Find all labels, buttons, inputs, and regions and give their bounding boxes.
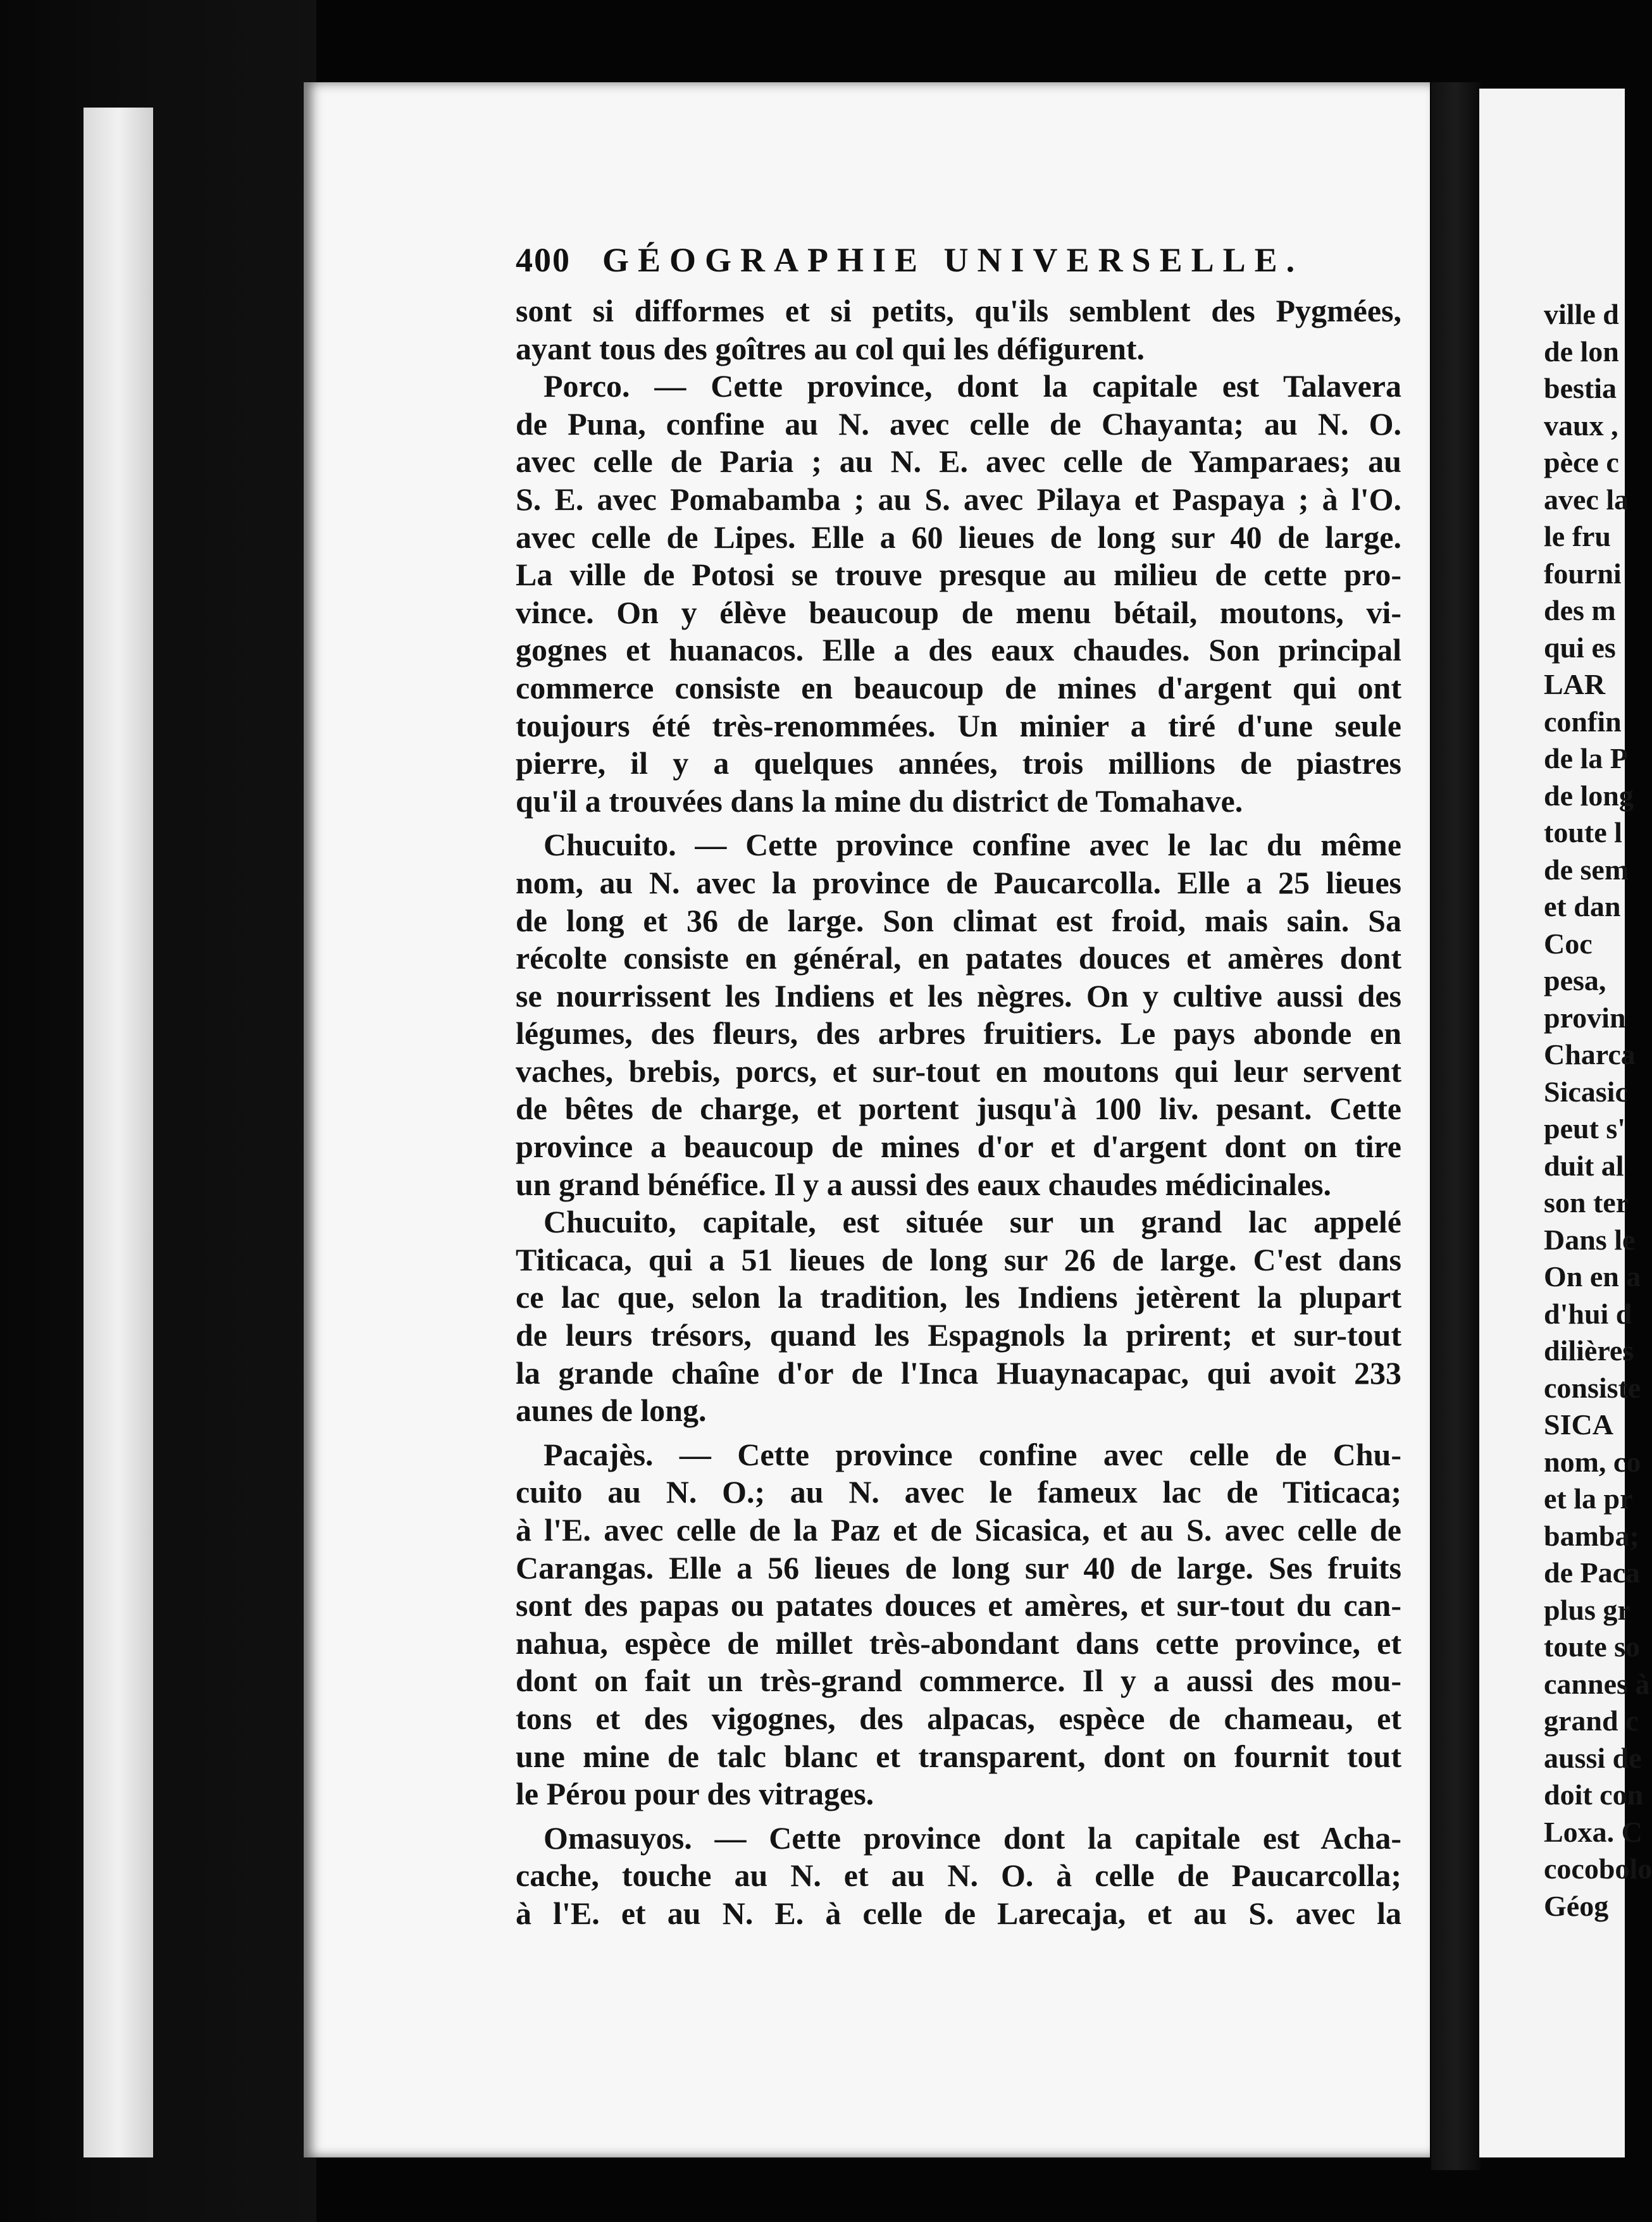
right-page-line: toute l: [1544, 816, 1622, 848]
right-page-line: bestia: [1544, 372, 1617, 404]
right-page-line: SICA: [1544, 1408, 1613, 1441]
right-page-line: cocobolo: [1544, 1853, 1652, 1885]
text-line: Porco. — Cette province, dont la capitale est Talavera: [543, 368, 1401, 404]
right-page-line: fourni: [1544, 557, 1622, 590]
right-page-line: duit al: [1544, 1149, 1624, 1182]
right-page-line: son ter: [1544, 1186, 1629, 1219]
text-line: vince. On y élève beaucoup de menu bétail, moutons, vi-: [516, 594, 1401, 630]
text-line: une mine de talc blanc et transparent, dont on fournit tout: [516, 1738, 1401, 1774]
text-line: vaches, brebis, porcs, et sur-tout en moutons qui leur servent: [516, 1053, 1401, 1089]
paragraph-gap: [516, 1813, 1401, 1820]
right-page-line: plus gr: [1544, 1593, 1630, 1626]
text-line: Chucuito. — Cette province confine avec le lac du même: [543, 827, 1401, 863]
text-line: gognes et huanacos. Elle a des eaux chaudes. Son principal: [516, 632, 1401, 668]
right-page-line: avec la: [1544, 483, 1629, 516]
right-page-line: de long: [1544, 779, 1634, 812]
running-header: [516, 240, 1313, 297]
text-line: sont si difformes et si petits, qu'ils semblent des Pygmées,: [516, 293, 1401, 328]
right-page-line: Coc: [1544, 927, 1593, 960]
text-line: cuito au N. O.; au N. avec le fameux lac de Titicaca;: [516, 1474, 1401, 1510]
right-page-line: de la P: [1544, 742, 1628, 774]
right-page-line: d'hui d: [1544, 1297, 1632, 1330]
text-line: le Pérou pour des vitrages.: [516, 1776, 874, 1812]
text-line: de long et 36 de large. Son climat est froid, mais sain. Sa: [516, 902, 1401, 938]
text-line: aunes de long.: [516, 1393, 707, 1429]
text-line: tons et des vigognes, des alpacas, espèce de chameau, et: [516, 1700, 1401, 1736]
right-page-line: LAR: [1544, 668, 1606, 700]
text-line: de bêtes de charge, et portent jusqu'à 100 liv. pesant. Cette: [516, 1091, 1401, 1127]
right-page-line: Loxa. C: [1544, 1815, 1643, 1848]
right-page-line: consiste: [1544, 1371, 1641, 1404]
text-line: sont des papas ou patates douces et amères, et sur-tout du can-: [516, 1587, 1401, 1623]
text-line: commerce consiste en beaucoup de mines d'argent qui ont: [516, 669, 1401, 705]
text-line: avec celle de Lipes. Elle a 60 lieues de long sur 40 de large.: [516, 519, 1401, 555]
right-page-line: et dan: [1544, 890, 1621, 922]
right-page-line: doit con: [1544, 1778, 1644, 1811]
right-page-line: aussi de: [1544, 1741, 1642, 1774]
right-page-line: confin: [1544, 705, 1622, 738]
right-page-line: et la pr: [1544, 1482, 1633, 1515]
text-line: qu'il a trouvées dans la mine du district de Tomahave.: [516, 783, 1243, 819]
text-line: ce lac que, selon la tradition, les Indiens jetèrent la plupart: [516, 1279, 1401, 1315]
text-line: se nourrissent les Indiens et les nègres. On y cultive aussi des: [516, 978, 1401, 1014]
text-line: dont on fait un très-grand commerce. Il y a aussi des mou-: [516, 1663, 1401, 1699]
text-line: récolte consiste en général, en patates douces et amères dont: [516, 940, 1401, 976]
page-edge-strip: [84, 108, 153, 2157]
text-line: Omasuyos. — Cette province dont la capitale est Acha-: [543, 1820, 1401, 1856]
right-page-line: qui es: [1544, 631, 1616, 664]
text-line: à l'E. avec celle de la Paz et de Sicasica, et au S. avec celle de: [516, 1512, 1401, 1548]
body-text: [516, 292, 1401, 1933]
book-gutter: [1431, 82, 1481, 2170]
text-line: un grand bénéfice. Il y a aussi des eaux chaudes médicinales.: [516, 1166, 1332, 1202]
right-page-line: toute so: [1544, 1630, 1641, 1663]
right-page-line: Dans le: [1544, 1223, 1636, 1256]
text-line: Carangas. Elle a 56 lieues de long sur 40 de large. Ses fruits: [516, 1549, 1401, 1586]
right-page-line: des m: [1544, 594, 1616, 626]
running-title: GÉOGRAPHIE UNIVERSELLE.: [602, 241, 1304, 279]
right-page-line: grand c: [1544, 1704, 1639, 1737]
text-line: ayant tous des goîtres au col qui les défigurent.: [516, 330, 1145, 366]
text-line: nahua, espèce de millet très-abondant dans cette province, et: [516, 1625, 1401, 1661]
right-page-line: peut s': [1544, 1112, 1626, 1145]
text-line: de leurs trésors, quand les Espagnols la prirent; et sur-tout: [516, 1317, 1401, 1353]
right-page-line: dilières: [1544, 1334, 1634, 1367]
text-line: Titicaca, qui a 51 lieues de long sur 26 de large. C'est dans: [516, 1241, 1401, 1277]
text-line: cache, touche au N. et au N. O. à celle de Paucarcolla;: [516, 1858, 1401, 1894]
paragraph-gap: [516, 1430, 1401, 1436]
text-line: la grande chaîne d'or de l'Inca Huaynacapac, qui avoit 233: [516, 1355, 1401, 1391]
text-line: nom, au N. avec la province de Paucarcolla. Elle a 25 lieues: [516, 864, 1401, 900]
right-page-line: pesa,: [1544, 964, 1606, 996]
right-page-line: ville d: [1544, 298, 1619, 330]
book-spine-shadow: [0, 0, 316, 2222]
text-line: avec celle de Paria ; au N. E. avec celle de Yamparaes; au: [516, 444, 1401, 480]
right-page-line: pèce c: [1544, 446, 1619, 478]
text-line: La ville de Potosi se trouve presque au milieu de cette pro-: [516, 557, 1401, 593]
text-line: S. E. avec Pomabamba ; au S. avec Pilaya et Paspaya ; à l'O.: [516, 481, 1401, 517]
right-page-line: Sicasic: [1544, 1075, 1628, 1108]
right-page-line: provin: [1544, 1001, 1626, 1034]
text-line: pierre, il y a quelques années, trois millions de piastres: [516, 745, 1401, 781]
text-line: province a beaucoup de mines d'or et d'argent dont on tire: [516, 1129, 1401, 1165]
right-page-line: de lon: [1544, 335, 1619, 368]
text-line: toujours été très-renommées. Un minier a tiré d'une seule: [516, 707, 1401, 743]
right-page-line: le fru: [1544, 520, 1612, 552]
text-line: légumes, des fleurs, des arbres fruitiers. Le pays abonde en: [516, 1015, 1401, 1052]
text-line: Pacajès. — Cette province confine avec celle de Chu-: [543, 1436, 1401, 1472]
right-page-line: cannes à: [1544, 1667, 1650, 1700]
right-page-line: vaux ,: [1544, 409, 1618, 442]
right-page-line: bamba;: [1544, 1519, 1639, 1552]
right-page-line: On en a: [1544, 1260, 1641, 1293]
right-page-line: nom, co: [1544, 1445, 1641, 1478]
right-page-line: de Paca: [1544, 1556, 1641, 1589]
page-number: 400: [516, 241, 571, 279]
right-page-line: Géog: [1544, 1889, 1609, 1922]
right-page-line: Charca: [1544, 1038, 1636, 1071]
text-line: à l'E. et au N. E. à celle de Larecaja, et au S. avec la: [516, 1895, 1401, 1931]
right-page-line: de sem: [1544, 853, 1629, 886]
text-line: de Puna, confine au N. avec celle de Chayanta; au N. O.: [516, 406, 1401, 442]
paragraph-gap: [516, 820, 1401, 826]
text-line: Chucuito, capitale, est située sur un grand lac appelé: [543, 1204, 1401, 1240]
